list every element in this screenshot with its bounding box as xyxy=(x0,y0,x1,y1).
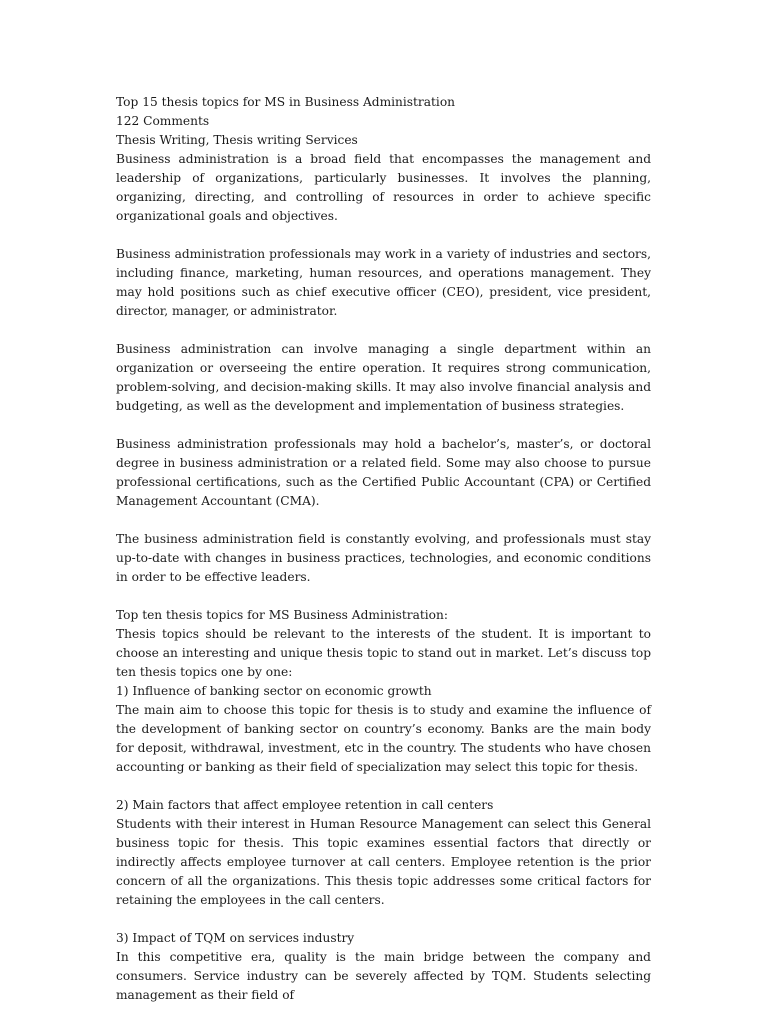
paragraph-gap xyxy=(116,416,651,435)
paragraph-gap xyxy=(116,511,651,530)
post-categories: Thesis Writing, Thesis writing Services xyxy=(116,133,358,147)
topic-body: In this competitive era, quality is the main bridge between the company and consumers. Service industry can be severely affected by TQM. Students selecting management as their field of xyxy=(116,950,651,1002)
intro-paragraph: Business administration professionals may work in a variety of industries and sectors, including finance, marketing, human resources, and operations management. They may hold positions such as chief executive officer (CEO), president, vice president, director, manager, or administrator. xyxy=(116,247,651,318)
paragraph-gap xyxy=(116,777,651,796)
intro-paragraph: The business administration field is constantly evolving, and professionals must stay up-to-date with changes in business practices, technologies, and economic conditions in order to be effective leaders. xyxy=(116,532,651,584)
topic-heading: 1) Influence of banking sector on economic growth xyxy=(116,684,432,698)
comments-count: 122 Comments xyxy=(116,114,210,128)
topics-heading: Top ten thesis topics for MS Business Administration: xyxy=(116,608,448,622)
topic-body: Students with their interest in Human Resource Management can select this General business topic for thesis. This topic examines essential factors that directly or indirectly affects employee turnover at call centers. Employee retention is the prior concern of all the organizations. This thesis topic addresses some critical factors for retaining the employees in the call centers. xyxy=(116,817,651,907)
paragraph-gap xyxy=(116,910,651,929)
topic-body: The main aim to choose this topic for thesis is to study and examine the influence of the development of banking sector on country’s economy. Banks are the main body for deposit, withdrawal, investment, etc in the country. The students who have chosen accounting or banking as their field of specialization may select this topic for thesis. xyxy=(116,703,651,774)
paragraph-gap xyxy=(116,587,651,606)
topics-intro: Thesis topics should be relevant to the interests of the student. It is important to choose an interesting and unique thesis topic to stand out in market. Let’s discuss top ten thesis topics one by one: xyxy=(116,627,651,679)
topic-heading: 3) Impact of TQM on services industry xyxy=(116,931,355,945)
intro-paragraph: Business administration is a broad field that encompasses the management and leadership of organizations, particularly businesses. It involves the planning, organizing, directing, and controlling of resources in order to achieve specific organizational goals and objectives. xyxy=(116,152,651,223)
paragraph-gap xyxy=(116,321,651,340)
document-title: Top 15 thesis topics for MS in Business Administration xyxy=(116,95,456,109)
intro-paragraph: Business administration professionals may hold a bachelor’s, master’s, or doctoral degree in business administration or a related field. Some may also choose to pursue professional certifications, such as the Certified Public Accountant (CPA) or Certified Management Accountant (CMA). xyxy=(116,437,651,508)
topic-heading: 2) Main factors that affect employee retention in call centers xyxy=(116,798,494,812)
intro-paragraph: Business administration can involve managing a single department within an organization or overseeing the entire operation. It requires strong communication, problem-solving, and decision-making skills. It may also involve financial analysis and budgeting, as well as the development and implementation of business strategies. xyxy=(116,342,651,413)
document-page xyxy=(116,93,651,1005)
paragraph-gap xyxy=(116,226,651,245)
